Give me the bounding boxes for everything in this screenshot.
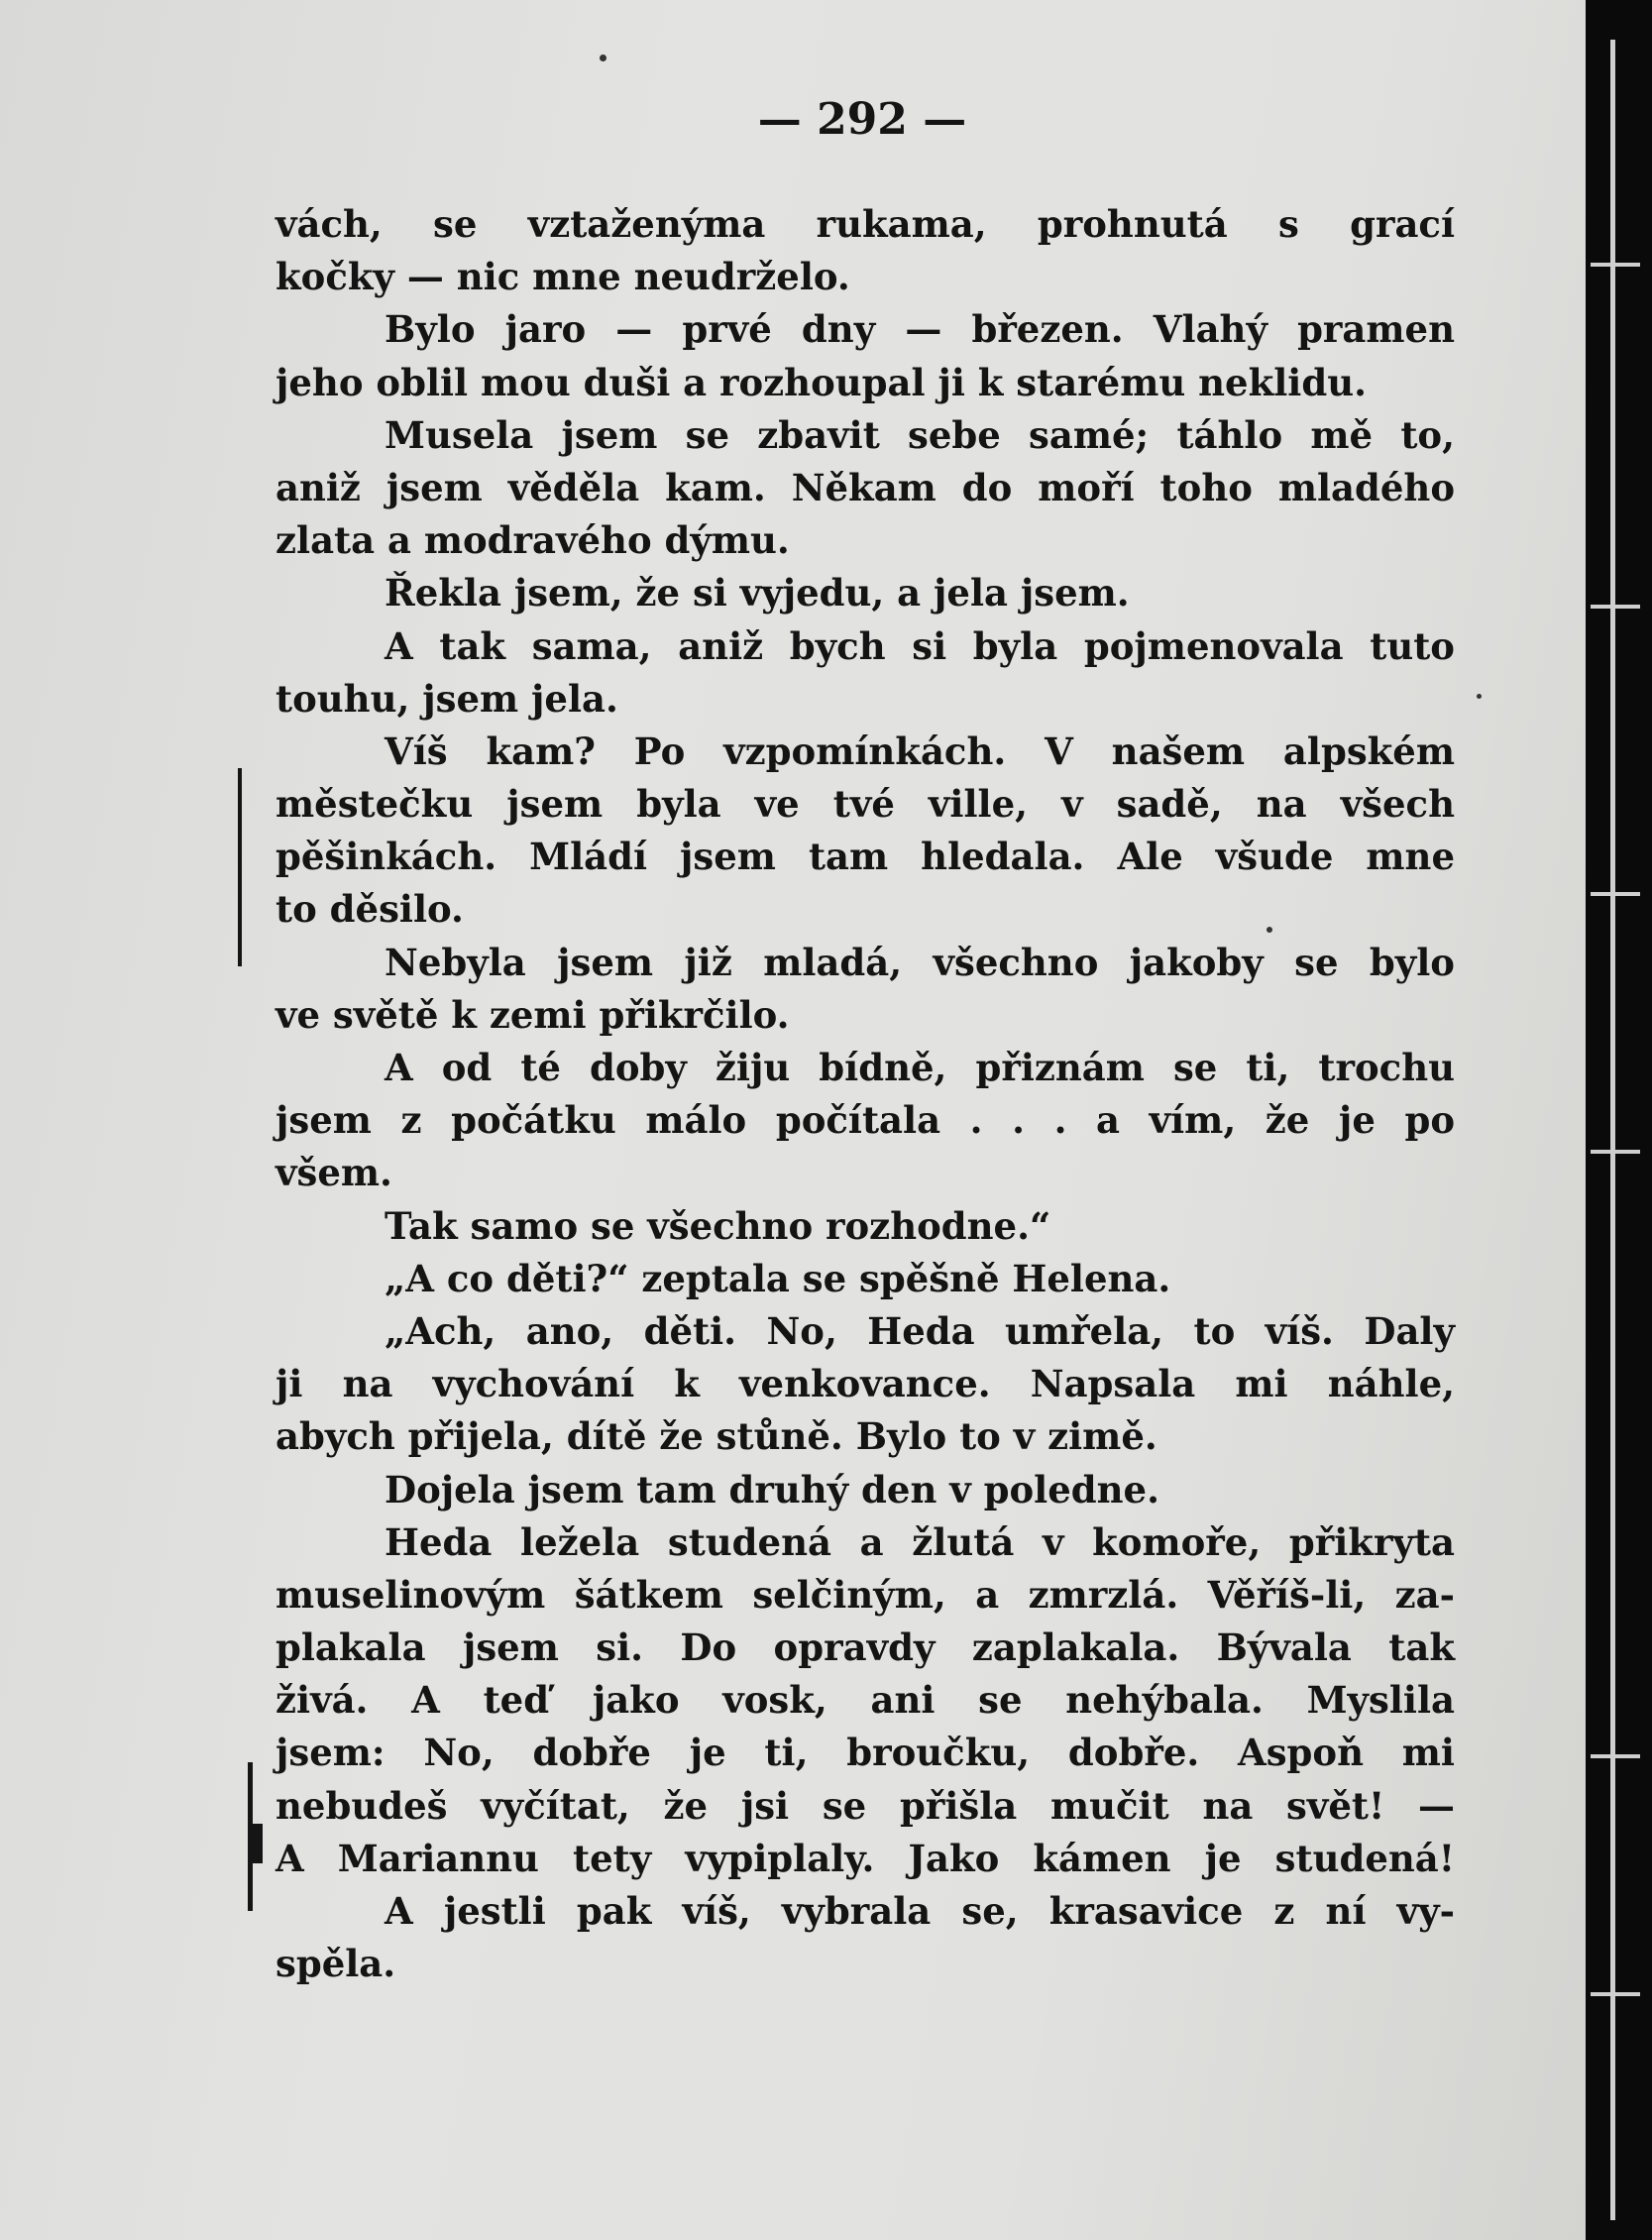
body-text [275, 198, 1455, 1990]
text-line: A jestli pak víš, vybrala se, krasavice z ní vy- [385, 1889, 1455, 1933]
text-line: vách, se vztaženýma rukama, prohnutá s grací [275, 202, 1455, 246]
text-line: Heda ležela studená a žlutá v komoře, přikryta [385, 1519, 1455, 1564]
spine-tick [1591, 1150, 1640, 1154]
text-line: abych přijela, dítě že stůně. Bylo to v zimě. [275, 1414, 1157, 1459]
text-line: to děsilo. [275, 887, 464, 932]
text-line: nebudeš vyčítat, že jsi se přišla mučit na svět! — [275, 1783, 1455, 1828]
text-line: Dojela jsem tam druhý den v poledne. [385, 1467, 1159, 1512]
text-line: Víš kam? Po vzpomínkách. V našem alpském [385, 728, 1455, 773]
text-line: jsem: No, dobře je ti, broučku, dobře. Aspoň mi [275, 1731, 1455, 1775]
text-line: Tak samo se všechno rozhodne.“ [385, 1203, 1051, 1248]
text-line: kočky — nic mne neudrželo. [275, 255, 850, 299]
text-line: aniž jsem věděla kam. Někam do moří toho mladého [275, 465, 1455, 509]
spine-tick [1591, 1754, 1640, 1758]
spine-tick [1591, 892, 1640, 896]
speck [600, 55, 606, 61]
text-line: jeho oblil mou duši a rozhoupal ji k starému neklidu. [275, 360, 1367, 404]
margin-mark-lower-tick [253, 1824, 263, 1863]
text-line: A od té doby žiju bídně, přiznám se ti, trochu [385, 1046, 1455, 1089]
text-line: živá. A teď jako vosk, ani se nehýbala. Myslila [275, 1678, 1455, 1723]
text-line: zlata a modravého dýmu. [275, 518, 790, 563]
text-line: spěla. [275, 1942, 396, 1986]
text-line: ji na vychování k venkovance. Napsala mi náhle, [275, 1362, 1455, 1406]
text-line: pěšinkách. Mládí jsem tam hledala. Ale všude mne [275, 835, 1455, 879]
spine-tick [1591, 605, 1640, 609]
text-line: A tak sama, aniž bych si byla pojmenovala tuto [385, 623, 1455, 668]
text-line: A Mariannu tety vypiplaly. Jako kámen je studená! [275, 1836, 1455, 1880]
spine-tick [1591, 1992, 1640, 1996]
text-line: „A co děti?“ zeptala se spěšně Helena. [385, 1256, 1171, 1300]
text-line: Musela jsem se zbavit sebe samé; táhlo mě to, [385, 412, 1455, 457]
spine-tick [1591, 263, 1640, 267]
page-number: — 292 — [757, 94, 967, 145]
book-spine [1586, 0, 1652, 2240]
text-line: „Ach, ano, děti. No, Heda umřela, to víš. Daly [385, 1308, 1455, 1353]
speck [1267, 927, 1272, 933]
margin-mark-upper [238, 768, 242, 966]
text-line: ve světě k zemi přikrčilo. [275, 992, 790, 1037]
text-line: městečku jsem byla ve tvé ville, v sadě, na všech [275, 782, 1455, 827]
text-line: jsem z počátku málo počítala . . . a vím, že je po [275, 1098, 1455, 1143]
text-line: plakala jsem si. Do opravdy zaplakala. Bývala tak [275, 1625, 1455, 1670]
text-line: Nebyla jsem již mladá, všechno jakoby se bylo [385, 940, 1455, 984]
speck [1477, 694, 1482, 699]
spine-edge-line [1610, 40, 1615, 2220]
text-line: Bylo jaro — prvé dny — březen. Vlahý pramen [385, 307, 1455, 352]
text-line: muselinovým šátkem selčiným, a zmrzlá. Věříš-li, za- [275, 1572, 1455, 1617]
text-line: touhu, jsem jela. [275, 676, 618, 721]
text-line: všem. [275, 1151, 392, 1195]
text-line: Řekla jsem, že si vyjedu, a jela jsem. [385, 571, 1130, 616]
